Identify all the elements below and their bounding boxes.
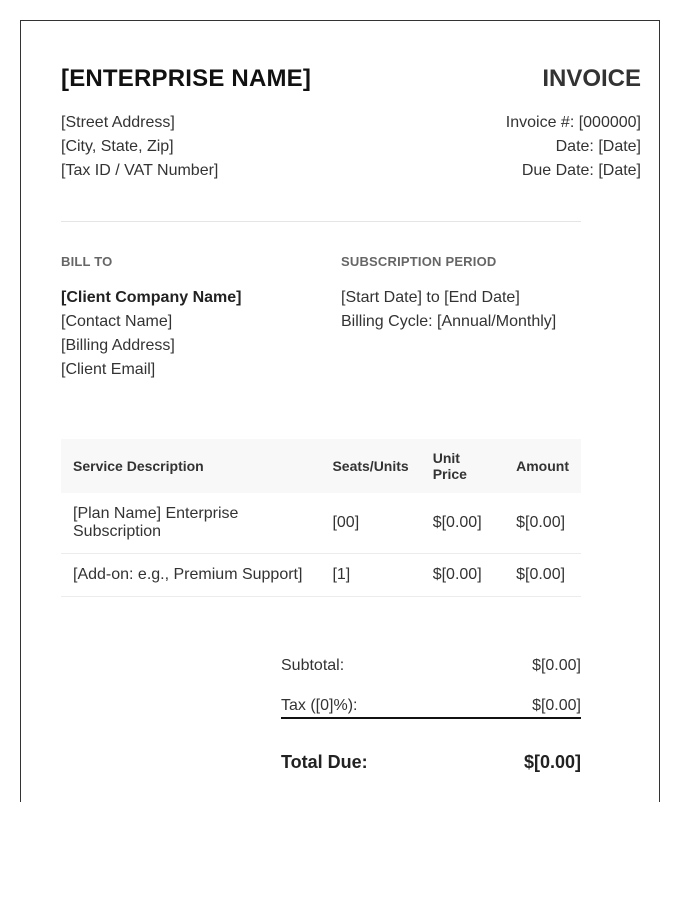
invoice-title: INVOICE: [542, 65, 641, 92]
invoice-meta: [506, 111, 641, 183]
subtotal-value: $[0.00]: [532, 657, 581, 674]
table-row: [61, 493, 581, 554]
bill-to-label: BILL TO: [61, 254, 113, 269]
column-header-description: Service Description: [61, 439, 320, 493]
billing-address: [Billing Address]: [61, 337, 175, 354]
header-divider: [61, 221, 581, 222]
row-seats: [1]: [320, 554, 420, 597]
row-unit-price: $[0.00]: [421, 554, 504, 597]
row-unit-price: $[0.00]: [421, 493, 504, 554]
invoice-number: Invoice #: [000000]: [505, 114, 641, 131]
subtotal-label: Subtotal:: [281, 657, 345, 674]
column-header-seats: Seats/Units: [320, 439, 420, 493]
column-header-amount: Amount: [504, 439, 581, 493]
city-state-zip: [City, State, Zip]: [61, 138, 174, 155]
table-header-row: [61, 439, 581, 493]
subscription-period-block: [341, 286, 556, 334]
client-email: [Client Email]: [61, 361, 156, 378]
row-description: [Add-on: e.g., Premium Support]: [61, 554, 320, 597]
billing-cycle: Billing Cycle: [Annual/Monthly]: [341, 313, 557, 330]
column-header-unit-price: Unit Price: [421, 439, 504, 493]
street-address: [Street Address]: [61, 114, 175, 131]
subscription-period-label: SUBSCRIPTION PERIOD: [341, 254, 497, 269]
line-items-table: [61, 439, 581, 597]
total-due-label: Total Due:: [281, 752, 368, 772]
tax-value: $[0.00]: [532, 697, 581, 714]
total-due-value: $[0.00]: [523, 752, 581, 772]
enterprise-name: [ENTERPRISE NAME]: [61, 65, 312, 92]
table-row: [61, 554, 581, 597]
due-date: Due Date: [Date]: [521, 162, 641, 179]
tax-id: [Tax ID / VAT Number]: [61, 162, 219, 179]
total-divider: [281, 717, 581, 719]
row-seats: [00]: [320, 493, 420, 554]
client-company-name: [Client Company Name]: [61, 289, 242, 306]
tax-label: Tax ([0]%):: [281, 697, 358, 714]
row-amount: $[0.00]: [504, 493, 581, 554]
row-description: [Plan Name] Enterprise Subscription: [61, 493, 320, 554]
subscription-range: [Start Date] to [End Date]: [341, 289, 520, 306]
contact-name: [Contact Name]: [61, 313, 173, 330]
bill-to-block: [61, 286, 241, 382]
row-amount: $[0.00]: [504, 554, 581, 597]
invoice-date: Date: [Date]: [555, 138, 641, 155]
enterprise-address: [61, 111, 218, 183]
